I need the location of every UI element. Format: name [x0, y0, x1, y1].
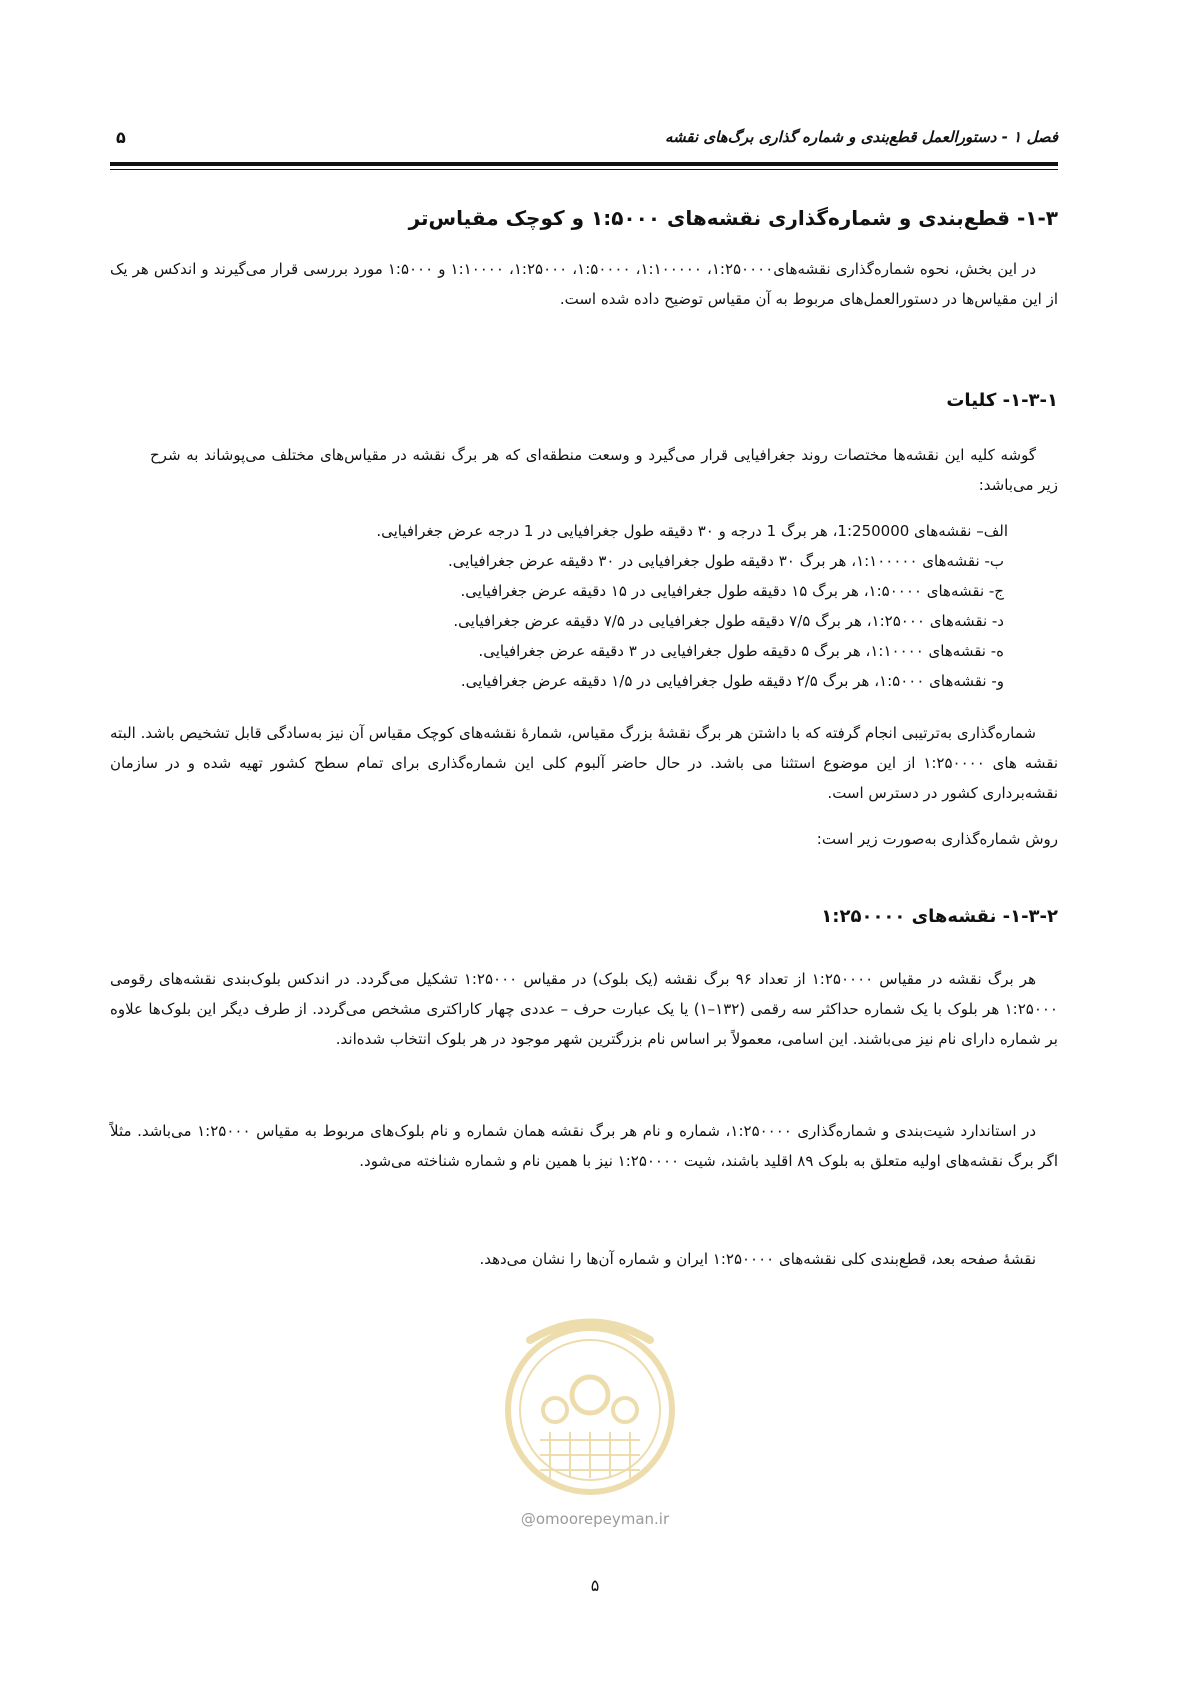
header-page-number: ۵ — [116, 128, 126, 147]
running-header — [110, 128, 1058, 158]
maps-250k-paragraph-3: نقشهٔ صفحه بعد، قطع‌بندی کلی نقشه‌های ۱:۲۵۰۰۰۰ ایران و شماره آن‌ها را نشان می‌دهد. — [479, 1250, 1036, 1268]
maps-250k-paragraph-1: هر برگ نقشه در مقیاس ۱:۲۵۰۰۰۰ از تعداد ۹۶ برگ نقشه (یک بلوک) در مقیاس ۱:۲۵۰۰۰ تشکیل می‌گردد. در اندکس بلوک‌بندی نقشه‌های رقومی ۱:۲۵۰۰۰ هر بلوک با یک شماره حداکثر سه رقمی (۱۳۲–۱) یا یک عبارت حرف – عددی چهار کاراکتری مشخص می‌گردد. از طرف دیگر این بلوک‌ها علاوه بر شماره دارای نام نیز می‌باشند. این اسامی، معمولاً بر اساس نام بزرگترین شهر موجود در هر بلوک انتخاب شده‌اند. — [110, 970, 1058, 1048]
list-item: ه- نقشه‌های ۱:۱۰۰۰۰، هر برگ ۵ دقیقه طول جغرافیایی در ۳ دقیقه عرض جغرافیایی. — [478, 642, 1004, 660]
maps-250k-paragraph-2: در استاندارد شیت‌بندی و شماره‌گذاری ۱:۲۵۰۰۰۰، شماره و نام هر برگ نقشه همان شماره و نام بلوک‌های مربوط به مقیاس ۱:۲۵۰۰۰ می‌باشد. مثلاً اگر برگ نقشه‌های اولیه متعلق به بلوک ۸۹ اقلید باشند، شیت ۱:۲۵۰۰۰۰ نیز با همین نام و شماره شناخته می‌شود. — [110, 1122, 1058, 1170]
numbering-method-line: روش شماره‌گذاری به‌صورت زیر است: — [816, 830, 1058, 848]
header-title: فصل ۱ - دستورالعمل قطع‌بندی و شماره گذاری برگ‌های نقشه — [665, 128, 1058, 146]
section-intro-paragraph: در این بخش، نحوه شماره‌گذاری نقشه‌های۱:۲۵۰۰۰۰، ۱:۱۰۰۰۰۰، ۱:۵۰۰۰۰، ۱:۲۵۰۰۰، ۱:۱۰۰۰۰ و ۱:۵۰۰۰ مورد بررسی قرار می‌گیرند و اندکس هر یک از این مقیاس‌ها در دستورالعمل‌های مربوط به آن مقیاس توضیح داده شده است. — [110, 260, 1058, 308]
generalities-heading: ۱-۳-۱- کلیات — [946, 390, 1058, 411]
section-heading: ۱-۳- قطع‌بندی و شماره‌گذاری نقشه‌های ۱:۵۰۰۰ و کوچک مقیاس‌تر — [408, 206, 1058, 230]
list-item: ب- نقشه‌های ۱:۱۰۰۰۰۰، هر برگ ۳۰ دقیقه طول جغرافیایی در ۳۰ دقیقه عرض جغرافیایی. — [447, 552, 1004, 570]
maps-250k-heading: ۱-۳-۲- نقشه‌های ۱:۲۵۰۰۰۰ — [821, 906, 1058, 927]
header-rule-thin — [110, 169, 1058, 170]
scale-coverage-list — [110, 516, 1008, 696]
list-item: الف– نقشه‌های 1:250000، هر برگ 1 درجه و ۳۰ دقیقه طول جغرافیایی در 1 درجه عرض جغرافیایی. — [376, 522, 1008, 540]
list-item: و- نقشه‌های ۱:۵۰۰۰، هر برگ ۲/۵ دقیقه طول جغرافیایی در ۱/۵ دقیقه عرض جغرافیایی. — [460, 672, 1004, 690]
watermark-site: @omoorepeyman.ir — [520, 1510, 670, 1528]
header-rule — [110, 162, 1058, 166]
watermark-logo — [490, 1300, 690, 1500]
numbering-paragraph: شماره‌گذاری به‌ترتیبی انجام گرفته که با داشتن هر برگ نقشهٔ بزرگ مقیاس، شمارهٔ نقشه‌های کوچک مقیاس آن نیز به‌سادگی قابل تشخیص باشد. البته نقشه های ۱:۲۵۰۰۰۰ از این موضوع استثنا می باشد. در حال حاضر آلبوم کلی این شماره‌گذاری برای تمام سطح کشور تهیه شده و در سازمان نقشه‌برداری کشور در دسترس است. — [110, 724, 1058, 802]
generalities-intro-paragraph: گوشه کلیه این نقشه‌ها مختصات روند جغرافیایی قرار می‌گیرد و وسعت منطقه‌ای که هر برگ نقشه در مقیاس‌های مختلف می‌پوشاند به شرح زیر می‌باشد: — [150, 446, 1058, 494]
footer-page-number: ۵ — [590, 1576, 600, 1595]
list-item: د- نقشه‌های ۱:۲۵۰۰۰، هر برگ ۷/۵ دقیقه طول جغرافیایی در ۷/۵ دقیقه عرض جغرافیایی. — [453, 612, 1004, 630]
list-item: ج- نقشه‌های ۱:۵۰۰۰۰، هر برگ ۱۵ دقیقه طول جغرافیایی در ۱۵ دقیقه عرض جغرافیایی. — [460, 582, 1004, 600]
